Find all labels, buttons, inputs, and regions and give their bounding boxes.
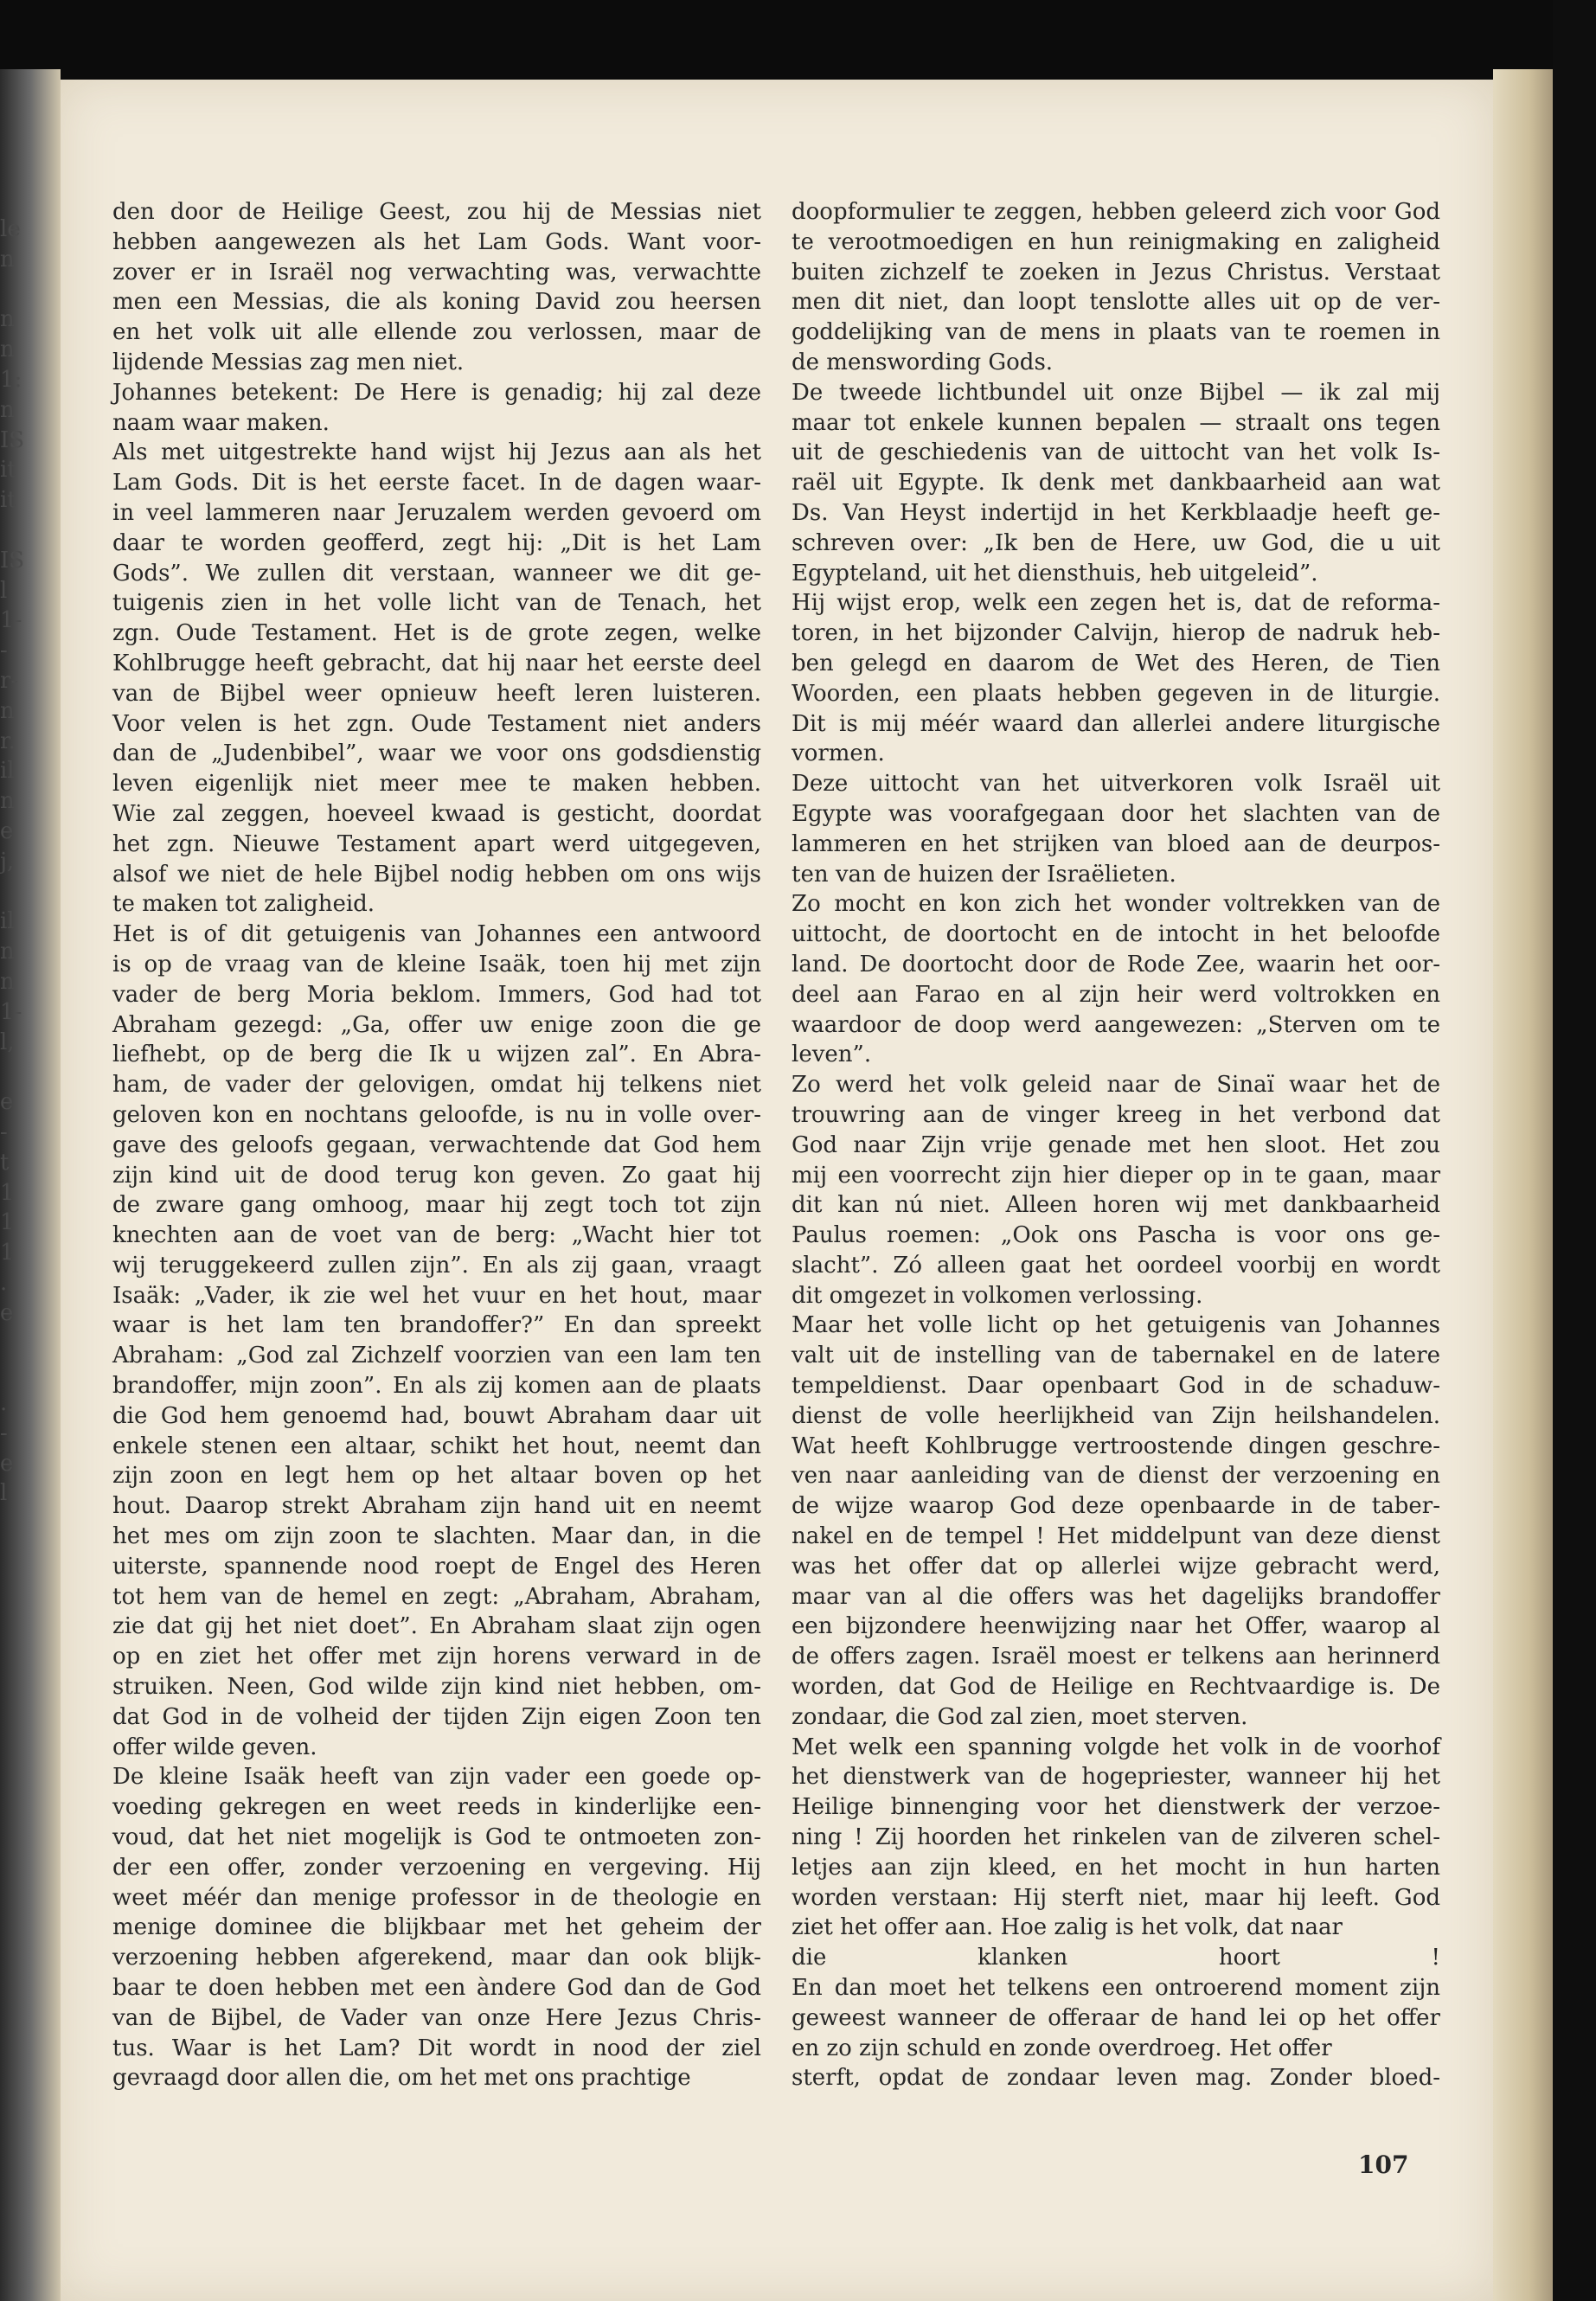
- adjacent-fragment: n: [0, 788, 15, 815]
- text-line: Johannes betekent: De Here is genadig; hij zal deze: [112, 379, 761, 406]
- text-line: wij teruggekeerd zullen zijn”. En als zij gaan, vraagt: [112, 1252, 761, 1279]
- text-line: zondaar, die God zal zien, moet sterven.: [792, 1703, 1248, 1730]
- text-line: gevraagd door allen die, om het met ons prachtige: [112, 2065, 691, 2092]
- adjacent-fragment: it: [0, 457, 16, 484]
- text-line: menige dominee die blijkbaar met het geheim der: [112, 1914, 761, 1941]
- text-line: in veel lammeren naar Jeruzalem werden gevoerd om: [112, 499, 761, 526]
- left-text-column: [112, 197, 761, 2093]
- text-line: zie dat gij het niet doet”. En Abraham slaat zijn ogen: [112, 1613, 761, 1640]
- adjacent-fragment: t: [0, 1149, 10, 1176]
- adjacent-fragment: it: [0, 487, 16, 514]
- text-line: toren, in het bijzonder Calvijn, hierop de nadruk heb-: [792, 620, 1440, 647]
- text-line: uittocht, de doortocht en de intocht in het beloofde: [792, 921, 1440, 948]
- text-line: vader de berg Moria beklom. Immers, God had tot: [112, 981, 761, 1008]
- text-line: leven eigenlijk niet meer mee te maken hebben.: [112, 771, 761, 798]
- text-line: de wijze waarop God deze openbaarde in de taber-: [792, 1493, 1440, 1520]
- text-line: te maken tot zaligheid.: [112, 891, 375, 918]
- text-line: raël uit Egypte. Ik denk met dankbaarheid aan wat: [792, 470, 1440, 497]
- text-line: De tweede lichtbundel uit onze Bijbel — ik zal mij: [792, 379, 1440, 406]
- text-line: was het offer dat op allerlei wijze gebracht werd,: [792, 1553, 1440, 1580]
- text-line: Als met uitgestrekte hand wijst hij Jezus aan als het: [112, 439, 761, 466]
- adjacent-fragment: n: [0, 306, 15, 333]
- text-line: maar tot enkele kunnen bepalen — straalt ons tegen: [792, 409, 1440, 436]
- text-line: Kohlbrugge heeft gebracht, dat hij naar het eerste deel: [112, 650, 761, 676]
- text-line: de offers zagen. Israël moest er telkens aan herinnerd: [792, 1644, 1440, 1670]
- adjacent-fragment: [0, 1328, 24, 1358]
- text-line: dan de „Judenbibel”, waar we voor ons godsdienstig: [112, 740, 761, 767]
- text-line: zijn kind uit de dood terug kon geven. Zo gaat hij: [112, 1162, 761, 1189]
- text-line: goddelijking van de mens in plaats van te roemen in: [792, 319, 1440, 346]
- text-line: tot hem van de hemel en zegt: „Abraham, Abraham,: [112, 1583, 761, 1610]
- text-line: alsof we niet de hele Bijbel nodig hebben om ons wijs: [112, 861, 761, 888]
- adjacent-fragment: n: [0, 968, 15, 995]
- text-line: Lam Gods. Dit is het eerste facet. In de dagen waar-: [112, 470, 761, 497]
- text-line: men dit niet, dan loopt tenslotte alles uit op de ver-: [792, 289, 1440, 316]
- text-line: het mes om zijn zoon te slachten. Maar dan, in die: [112, 1523, 761, 1550]
- text-line: zijn zoon en legt hem op het altaar boven op het: [112, 1463, 761, 1490]
- text-line: men een Messias, die als koning David zou heersen: [112, 289, 761, 316]
- adjacent-fragment: e: [0, 817, 14, 844]
- adjacent-fragment: 1:: [0, 366, 22, 393]
- adjacent-fragment: -: [0, 638, 8, 664]
- text-line: ben gelegd en daarom de Wet des Heren, de Tien: [792, 650, 1440, 676]
- text-line: een bijzondere heenwijzing naar het Offer, waarop al: [792, 1613, 1440, 1640]
- text-line: knechten aan de voet van de berg: „Wacht hier tot: [112, 1222, 761, 1249]
- text-line: leven”.: [792, 1042, 872, 1068]
- text-line: de zware gang omhoog, maar hij zegt toch tot zijn: [112, 1192, 761, 1219]
- text-line: ziet het offer aan. Hoe zalig is het volk, dat naar: [792, 1914, 1343, 1941]
- adjacent-fragment: n: [0, 939, 15, 965]
- adjacent-fragment: il: [0, 908, 15, 935]
- text-line: worden, dat God de Heilige en Rechtvaardige is. De: [792, 1674, 1440, 1701]
- adjacent-fragment: 1: [0, 1209, 15, 1236]
- adjacent-fragment: il: [0, 758, 15, 785]
- text-line: lammeren en het strijken van bloed aan de deurpos-: [792, 830, 1440, 857]
- text-line: is op de vraag van de kleine Isaäk, toen hij met zijn: [112, 951, 761, 977]
- right-text-column: [792, 197, 1440, 2093]
- text-line: uiterste, spannende nood roept de Engel des Heren: [112, 1553, 761, 1580]
- text-line: Isaäk: „Vader, ik zie wel het vuur en het hout, maar: [112, 1282, 761, 1309]
- adjacent-fragment: .: [0, 1269, 8, 1296]
- text-line: die God hem genoemd had, bouwt Abraham daar uit: [112, 1402, 761, 1429]
- text-line: de menswording Gods.: [792, 349, 1054, 375]
- text-line: daar te worden geofferd, zegt hij: „Dit is het Lam: [112, 529, 761, 556]
- adjacent-fragment: [0, 275, 24, 305]
- adjacent-fragment: .: [0, 1390, 8, 1417]
- adjacent-fragment: 1: [0, 1240, 15, 1266]
- text-line: naam waar maken.: [112, 409, 330, 436]
- adjacent-fragment: IS: [0, 426, 24, 453]
- text-line: op en ziet het offer met zijn horens verward in de: [112, 1644, 761, 1670]
- adjacent-fragment: n: [0, 697, 15, 724]
- adjacent-fragment: [0, 516, 24, 546]
- text-line: Abraham gezegd: „Ga, offer uw enige zoon die ge: [112, 1011, 761, 1038]
- text-line: het zgn. Nieuwe Testament apart werd uitgegeven,: [112, 830, 761, 857]
- text-line: ham, de vader der gelovigen, omdat hij telkens niet: [112, 1072, 761, 1099]
- text-line: ten van de huizen der Israëlieten.: [792, 861, 1176, 888]
- text-line: geloven kon en nochtans geloofde, is nu in volle over-: [112, 1101, 761, 1128]
- text-line: ven naar aanleiding van de dienst der verzoening en: [792, 1463, 1440, 1490]
- text-line: sterft, opdat de zondaar leven mag. Zonder bloed-: [792, 2065, 1440, 2092]
- text-line: zgn. Oude Testament. Het is de grote zegen, welke: [112, 620, 761, 647]
- adjacent-fragment: le: [0, 216, 21, 242]
- text-line: dienst de volle heerlijkheid van Zijn heilshandelen.: [792, 1402, 1440, 1429]
- adjacent-fragment: l: [0, 1480, 8, 1507]
- text-line: Met welk een spanning volgde het volk in de voorhof: [792, 1734, 1440, 1760]
- adjacent-fragment: e: [0, 1450, 14, 1477]
- adjacent-fragment: e: [0, 1089, 14, 1116]
- text-line: land. De doortocht door de Rode Zee, waarin het oor-: [792, 951, 1440, 977]
- text-line: het dienstwerk van de hogepriester, wanneer hij het: [792, 1764, 1440, 1791]
- text-line: liefhebt, op de berg die Ik u wijzen zal”. En Abra-: [112, 1042, 761, 1068]
- text-line: baar te doen hebben met een àndere God dan de God: [112, 1975, 761, 2002]
- text-line: dat God in de volheid der tijden Zijn eigen Zoon ten: [112, 1703, 761, 1730]
- text-line: waardoor de doop werd aangewezen: „Sterven om te: [792, 1011, 1440, 1038]
- text-line: nakel en de tempel ! Het middelpunt van deze dienst: [792, 1523, 1440, 1550]
- text-line: te verootmoedigen en hun reinigmaking en zaligheid: [792, 228, 1440, 255]
- text-line: voud, dat het niet mogelijk is God te ontmoeten zon-: [112, 1824, 761, 1851]
- adjacent-fragment: n: [0, 246, 15, 272]
- adjacent-fragment: l: [0, 577, 8, 604]
- scan-top-border: [0, 0, 1596, 80]
- text-line: slacht”. Zó alleen gaat het oordeel voorbij en wordt: [792, 1252, 1440, 1279]
- text-line: der een offer, zonder verzoening en vergeving. Hij: [112, 1854, 761, 1881]
- text-line: uit de geschiedenis van de uittocht van het volk Is-: [792, 439, 1440, 466]
- text-line: Dit is mij méér waard dan allerlei andere liturgische: [792, 710, 1440, 737]
- text-line: lijdende Messias zag men niet.: [112, 349, 465, 375]
- adjacent-fragment: l,: [0, 1029, 15, 1055]
- text-line: Paulus roemen: „Ook ons Pascha is voor ons ge-: [792, 1222, 1440, 1249]
- adjacent-fragment: -: [0, 1420, 8, 1446]
- text-line: Wat heeft Kohlbrugge vertroostende dingen geschre-: [792, 1433, 1440, 1459]
- adjacent-fragment: e: [0, 1299, 14, 1326]
- text-line: en zo zijn schuld en zonde overdroeg. Het offer: [792, 2035, 1332, 2061]
- text-line: verzoening hebben afgerekend, maar dan ook blijk-: [112, 1945, 761, 1971]
- adjacent-fragment: [0, 1358, 24, 1388]
- text-line: enkele stenen een altaar, schikt het hout, neemt dan: [112, 1433, 761, 1459]
- text-line: valt uit de instelling van de tabernakel en de latere: [792, 1343, 1440, 1369]
- text-line: buiten zichzelf te zoeken in Jezus Christus. Verstaat: [792, 259, 1440, 285]
- adjacent-fragment: IS: [0, 547, 24, 574]
- adjacent-fragment: j,: [0, 848, 15, 875]
- text-line: tempeldienst. Daar openbaart God in de schaduw-: [792, 1373, 1440, 1400]
- text-line: Ds. Van Heyst indertijd in het Kerkblaadje heeft ge-: [792, 499, 1440, 526]
- text-line: Woorden, een plaats hebben gegeven in de liturgie.: [792, 680, 1440, 707]
- text-line: Maar het volle licht op het getuigenis van Johannes: [792, 1312, 1440, 1339]
- text-line: struiken. Neen, God wilde zijn kind niet hebben, om-: [112, 1674, 761, 1701]
- text-line: trouwring aan de vinger kreeg in het verbond dat: [792, 1101, 1440, 1128]
- scan-right-border: [1553, 0, 1596, 2301]
- text-line: hout. Daarop strekt Abraham zijn hand uit en neemt: [112, 1493, 761, 1520]
- adjacent-fragment: r-: [0, 667, 19, 694]
- text-line: De kleine Isaäk heeft van zijn vader een goede op-: [112, 1764, 761, 1791]
- text-line: den door de Heilige Geest, zou hij de Messias niet: [112, 199, 761, 225]
- adjacent-fragment: 1-: [0, 998, 22, 1025]
- page-edge-stack: [1493, 69, 1554, 2301]
- text-line: ning ! Zij hoorden het rinkelen van de zilveren schel-: [792, 1824, 1440, 1851]
- text-line: worden verstaan: Hij sterft niet, maar hij leeft. God: [792, 1884, 1440, 1911]
- text-line: letjes aan zijn kleed, en het mocht in hun harten: [792, 1854, 1440, 1881]
- text-line: offer wilde geven.: [112, 1734, 317, 1760]
- text-line: voeding gekregen en weet reeds in kinderlijke een-: [112, 1794, 761, 1821]
- text-line: hebben aangewezen als het Lam Gods. Want voor-: [112, 228, 761, 255]
- text-line: Abraham: „God zal Zichzelf voorzien van een lam ten: [112, 1343, 761, 1369]
- text-line: gave des geloofs gegaan, verwachtende dat God hem: [112, 1131, 761, 1158]
- text-line: waar is het lam ten brandoffer?” En dan spreekt: [112, 1312, 761, 1339]
- text-line: en het volk uit alle ellende zou verlossen, maar de: [112, 319, 761, 346]
- text-line: van de Bijbel, de Vader van onze Here Jezus Chris-: [112, 2004, 761, 2031]
- text-line: Deze uittocht van het uitverkoren volk Israël uit: [792, 771, 1440, 798]
- text-line: zover er in Israël nog verwachting was, verwachtte: [112, 259, 761, 285]
- adjacent-fragment: r.: [0, 727, 16, 754]
- text-line: weet méér dan menige professor in de theologie en: [112, 1884, 761, 1911]
- text-line: van de Bijbel weer opnieuw heeft leren luisteren.: [112, 680, 761, 707]
- text-line: En dan moet het telkens een ontroerend moment zijn: [792, 1975, 1440, 2002]
- text-line: God naar Zijn vrije genade met hen sloot. Het zou: [792, 1131, 1440, 1158]
- text-line: tuigenis zien in het volle licht van de Tenach, het: [112, 590, 761, 617]
- text-line: die klanken hoort !: [792, 1945, 1440, 1971]
- text-line: Heilige binnenging voor het dienstwerk der verzoe-: [792, 1794, 1440, 1821]
- text-line: Wie zal zeggen, hoeveel kwaad is gesticht, doordat: [112, 800, 761, 827]
- adjacent-page-fragments: [0, 215, 24, 1509]
- adjacent-fragment: 1: [0, 1179, 15, 1206]
- text-line: mij een voorrecht zijn hier dieper op in te gaan, maar: [792, 1162, 1440, 1189]
- text-line: Het is of dit getuigenis van Johannes een antwoord: [112, 921, 761, 948]
- text-line: Voor velen is het zgn. Oude Testament niet anders: [112, 710, 761, 737]
- adjacent-fragment: n: [0, 396, 15, 423]
- adjacent-fragment: [0, 1057, 24, 1087]
- text-line: dit omgezet in volkomen verlossing.: [792, 1282, 1203, 1309]
- adjacent-fragment: 1-: [0, 607, 22, 634]
- text-line: Egypte was voorafgegaan door het slachten van de: [792, 800, 1440, 827]
- text-line: Zo mocht en kon zich het wonder voltrekken van de: [792, 891, 1440, 918]
- text-line: brandoffer, mijn zoon”. En als zij komen aan de plaats: [112, 1373, 761, 1400]
- text-line: Egypteland, uit het diensthuis, heb uitgeleid”.: [792, 560, 1318, 586]
- text-line: dit kan nú niet. Alleen horen wij met dankbaarheid: [792, 1192, 1440, 1219]
- adjacent-fragment: -: [0, 1118, 8, 1145]
- page-number: 107: [1358, 2150, 1409, 2179]
- text-line: tus. Waar is het Lam? Dit wordt in nood der ziel: [112, 2035, 761, 2061]
- text-line: doopformulier te zeggen, hebben geleerd zich voor God: [792, 199, 1440, 225]
- text-line: Hij wijst erop, welk een zegen het is, dat de reforma-: [792, 590, 1440, 617]
- text-line: Gods”. We zullen dit verstaan, wanneer we dit ge-: [112, 560, 761, 586]
- text-line: deel aan Farao en al zijn heir werd voltrokken en: [792, 981, 1440, 1008]
- text-line: vormen.: [792, 740, 885, 767]
- adjacent-fragment: n: [0, 336, 15, 363]
- text-line: schreven over: „Ik ben de Here, uw God, die u uit: [792, 529, 1440, 556]
- text-line: Zo werd het volk geleid naar de Sinaï waar het de: [792, 1072, 1440, 1099]
- text-line: maar van al die offers was het dagelijks brandoffer: [792, 1583, 1440, 1610]
- adjacent-fragment: [0, 877, 24, 907]
- text-line: geweest wanneer de offeraar de hand lei op het offer: [792, 2004, 1440, 2031]
